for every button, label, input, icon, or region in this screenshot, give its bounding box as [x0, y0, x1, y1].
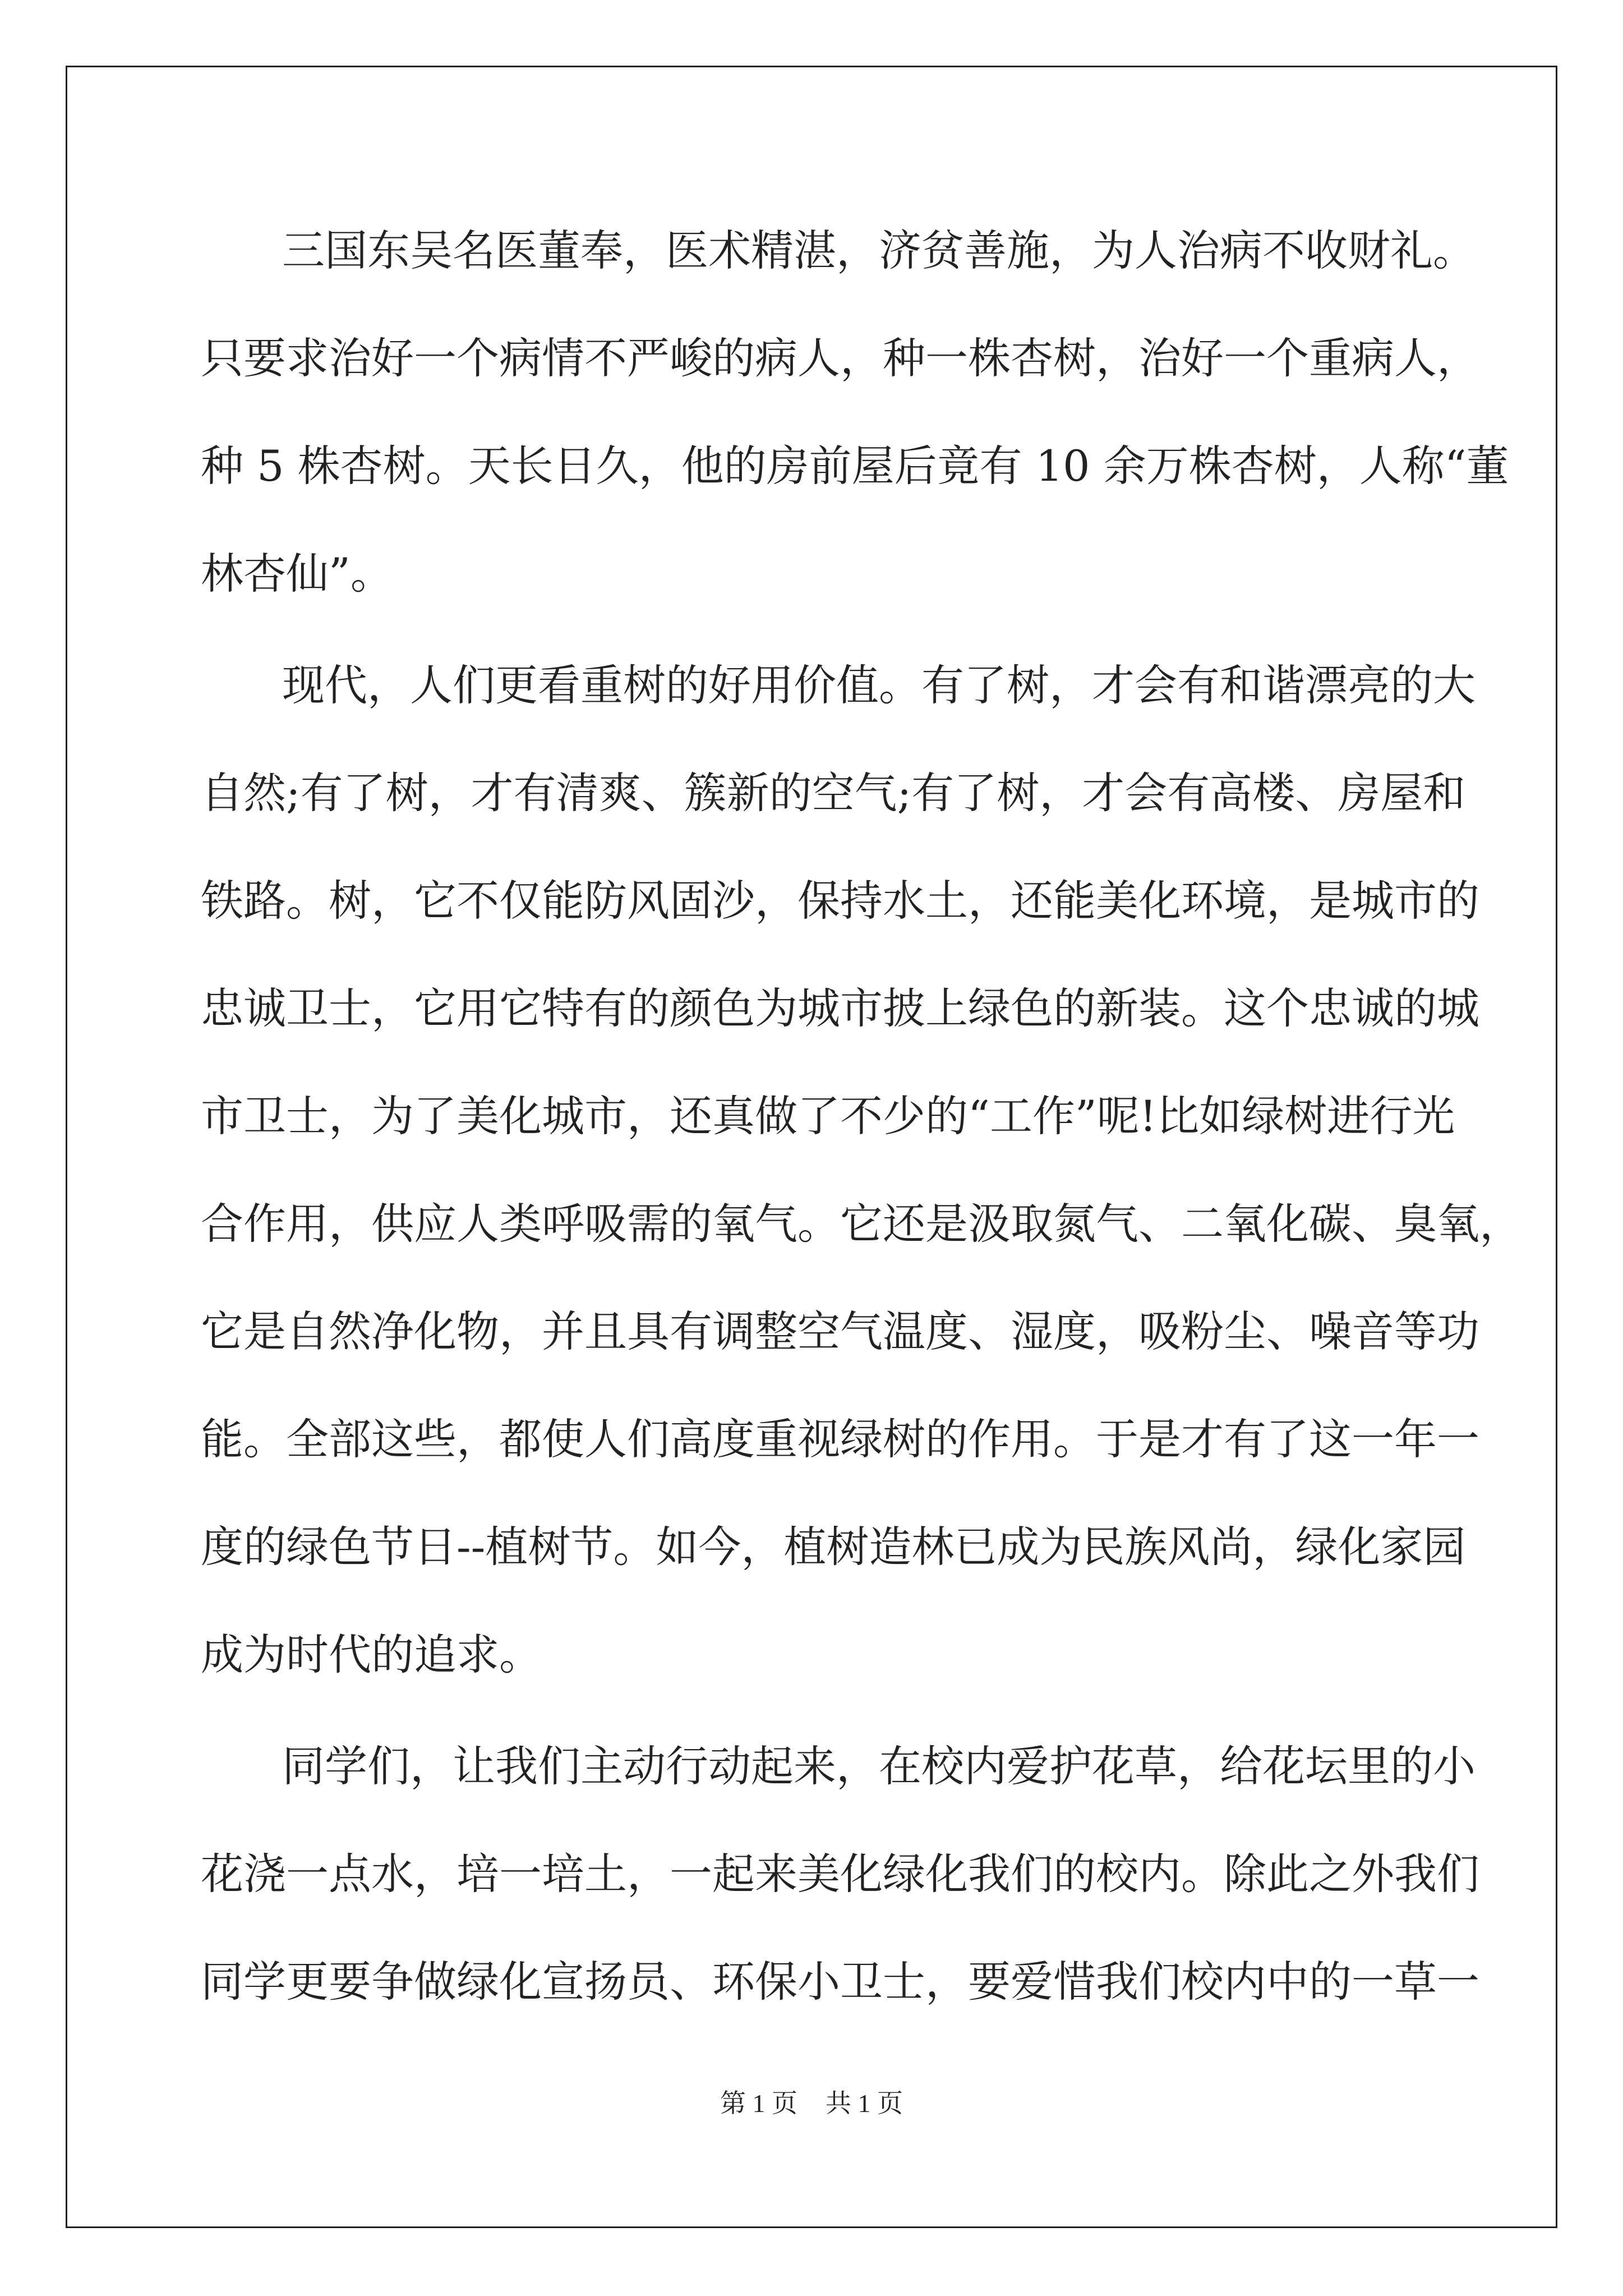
page-footer: [0, 2083, 1623, 2120]
paragraph-1-line-2: 只要求治好一个病情不严峻的病人，种一株杏树，治好一个重病人，: [201, 333, 1479, 383]
page-number: 第 1 页: [720, 2089, 797, 2118]
paragraph-2-line-8: 能。全部这些，都使人们高度重视绿树的作用。于是才有了这一年一: [201, 1414, 1479, 1464]
paragraph-2-line-5: 市卫士，为了美化城市，还真做了不少的“工作”呢!比如绿树进行光: [201, 1091, 1455, 1141]
paragraph-3-line-1: 同学们，让我们主动行动起来，在校内爱护花草，给花坛里的小: [282, 1741, 1476, 1791]
paragraph-3-line-2: 花浇一点水，培一培土，一起来美化绿化我们的校内。除此之外我们: [201, 1849, 1479, 1899]
page-border: [66, 66, 1557, 2228]
total-pages: 共 1 页: [826, 2089, 903, 2118]
paragraph-2-line-6: 合作用，供应人类呼吸需的氧气。它还是汲取氮气、二氧化碳、臭氧，: [201, 1199, 1522, 1249]
paragraph-2-line-2: 自然;有了树，才有清爽、簇新的空气;有了树，才会有高楼、房屋和: [201, 768, 1466, 818]
paragraph-2-line-10: 成为时代的追求。: [201, 1630, 542, 1680]
paragraph-1-line-1: 三国东吴名医董奉，医术精湛，济贫善施，为人治病不收财礼。: [282, 226, 1476, 275]
paragraph-2-line-7: 它是自然净化物，并且具有调整空气温度、湿度，吸粉尘、噪音等功: [201, 1306, 1479, 1356]
paragraph-2-line-9: 度的绿色节日--植树节。如今，植树造林已成为民族风尚，绿化家园: [201, 1522, 1466, 1572]
paragraph-1-line-4: 林杏仙”。: [201, 549, 393, 599]
paragraph-3-line-3: 同学更要争做绿化宣扬员、环保小卫士，要爱惜我们校内中的一草一: [201, 1957, 1479, 2007]
paragraph-2-line-4: 忠诚卫士，它用它特有的颜色为城市披上绿色的新装。这个忠诚的城: [201, 983, 1479, 1033]
paragraph-1-line-3: 种 5 株杏树。天长日久，他的房前屋后竟有 10 余万株杏树，人称“董: [201, 441, 1509, 491]
paragraph-2-line-1: 现代，人们更看重树的好用价值。有了树，才会有和谐漂亮的大: [282, 660, 1476, 710]
paragraph-2-line-3: 铁路。树，它不仅能防风固沙，保持水土，还能美化环境，是城市的: [201, 876, 1479, 926]
